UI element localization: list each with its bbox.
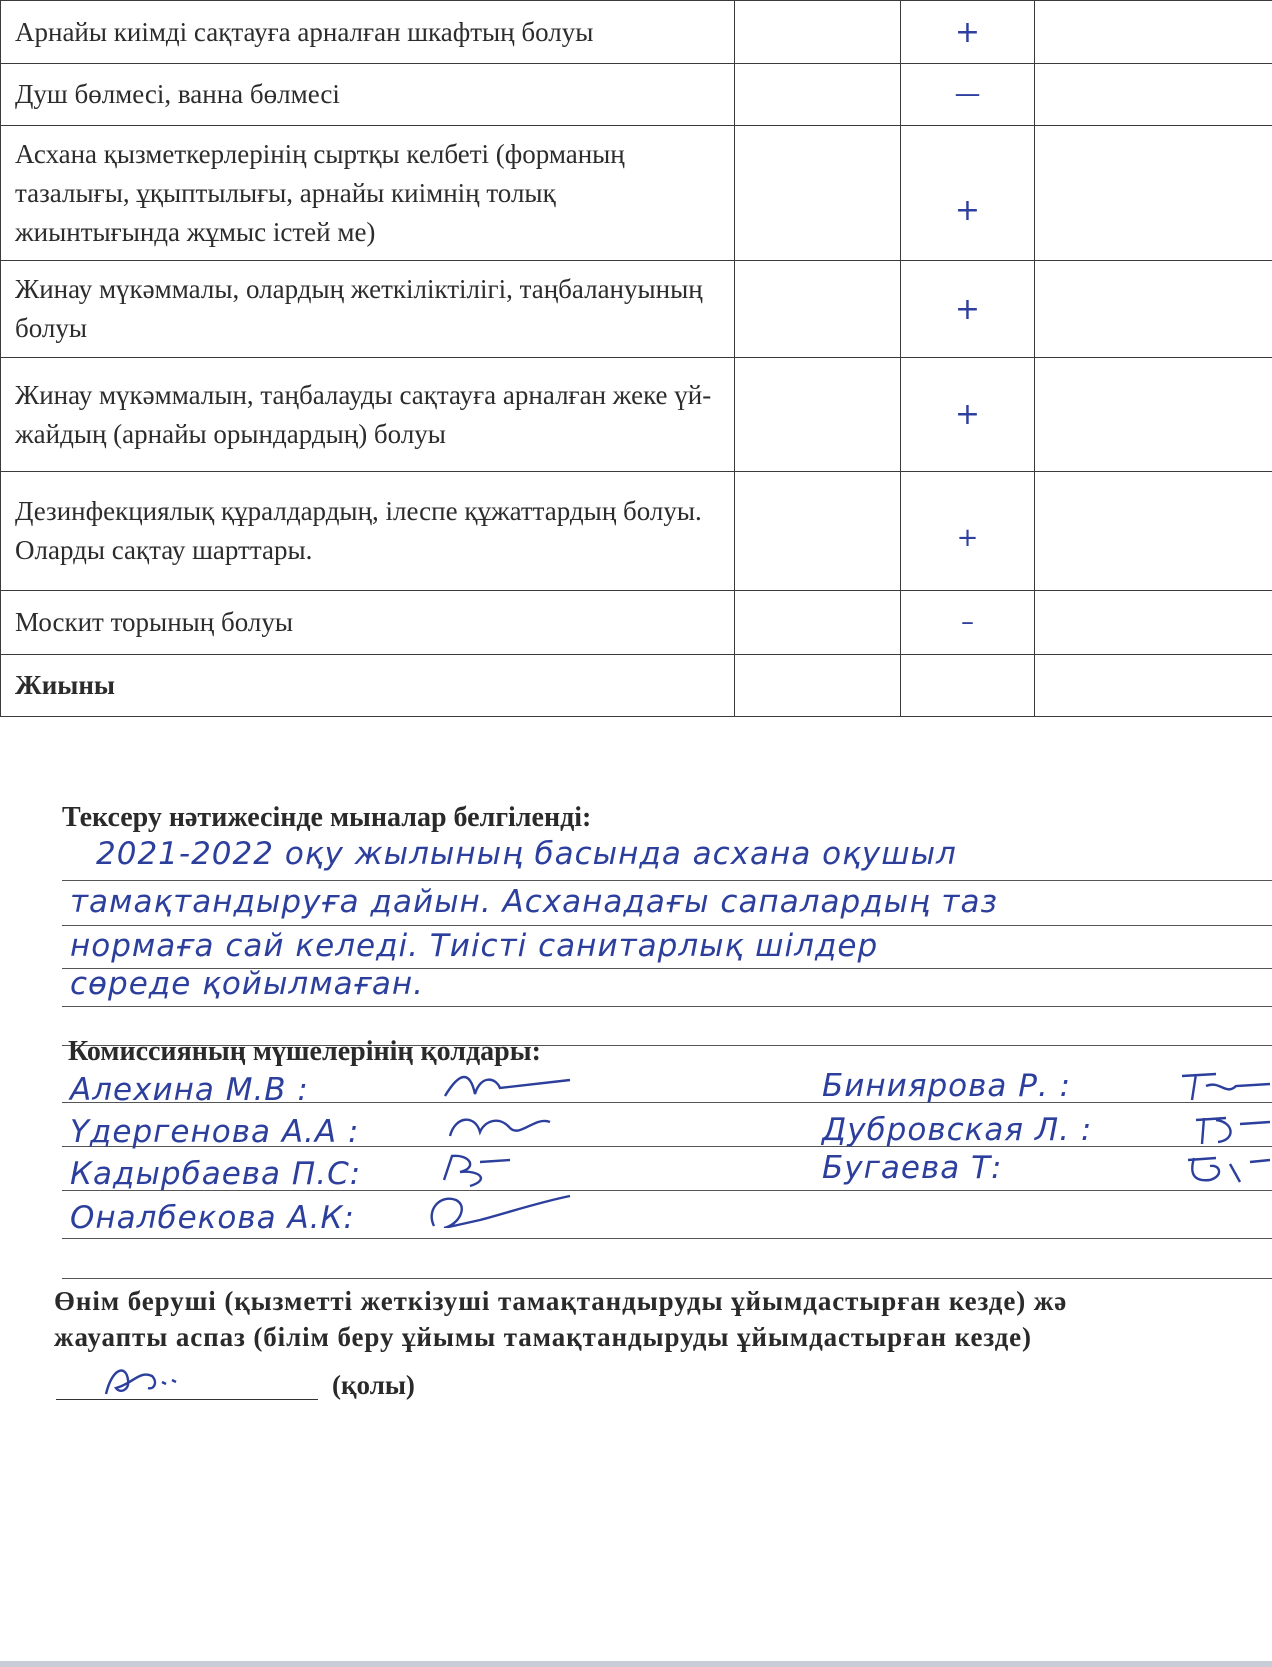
table-row <box>1 126 1272 261</box>
commission-member-name: Бугаева Т: <box>822 1150 1003 1186</box>
empty-cell <box>735 591 901 655</box>
table-row <box>1 64 1272 126</box>
signature-scribble <box>440 1108 580 1146</box>
ruled-line <box>62 1238 1272 1239</box>
empty-cell <box>1035 472 1272 591</box>
table-row <box>1 358 1272 472</box>
table-row-total <box>1 655 1272 717</box>
findings-line: нормаға сай келеді. Тиісті санитарлық шілдер <box>70 928 879 964</box>
signature-scribble <box>420 1190 580 1228</box>
signature-line <box>56 1399 318 1400</box>
scan-edge <box>0 1661 1272 1667</box>
commission-member-name: Кадырбаева П.С: <box>70 1156 362 1192</box>
empty-cell <box>1035 1 1272 64</box>
ruled-line <box>62 1006 1272 1007</box>
table-row <box>1 591 1272 655</box>
commission-member-name: Биниярова Р. : <box>822 1068 1072 1104</box>
empty-cell <box>1035 358 1272 472</box>
commission-member-name: Оналбекова А.К: <box>70 1200 355 1236</box>
empty-cell <box>1035 655 1272 717</box>
commission-member-name: Үдергенова А.А : <box>70 1114 360 1150</box>
signature-scribble <box>1176 1066 1272 1104</box>
empty-cell <box>735 261 901 358</box>
empty-cell <box>735 1 901 64</box>
criterion-label: Асхана қызметкерлерінің сыртқы келбеті (форманың тазалығы, ұқыптылығы, арнайы киімнің толық жиынтығында жұмыс істей ме) <box>1 126 735 261</box>
criterion-label: Жинау мүкәммалын, таңбалауды сақтауға арналған жеке үй-жайдың (арнайы орындардың) болуы <box>1 358 735 472</box>
handwritten-mark: + <box>901 1 1035 64</box>
handwritten-mark: + <box>901 472 1035 591</box>
signature-scribble <box>430 1150 530 1188</box>
producer-line: жауапты аспаз (білім беру ұйымы тамақтандыруды ұйымдастырған кезде) <box>54 1322 1032 1352</box>
commission-member-name: Дубровская Л. : <box>822 1112 1093 1148</box>
inspection-checklist-table <box>0 0 1272 717</box>
empty-cell <box>1035 261 1272 358</box>
empty-cell <box>735 358 901 472</box>
ruled-line <box>62 925 1272 926</box>
signature-scribble <box>1180 1150 1272 1188</box>
findings-line: 2021-2022 оқу жылының басында асхана оқушыл <box>96 836 957 872</box>
signature-caption: (қолы) <box>332 1370 415 1400</box>
ruled-line <box>62 880 1272 881</box>
table-row <box>1 1 1272 64</box>
signature-scribble <box>440 1066 580 1104</box>
criterion-label: Арнайы киімді сақтауға арналған шкафтың болуы <box>1 1 735 64</box>
empty-cell <box>1035 126 1272 261</box>
empty-cell <box>1035 64 1272 126</box>
commission-member-name: Алехина М.В : <box>70 1072 309 1108</box>
criterion-label: Дезинфекциялық құралдардың, ілеспе құжаттардың болуы. Оларды сақтау шарттары. <box>1 472 735 591</box>
signature-scribble <box>1190 1110 1272 1148</box>
empty-cell <box>735 655 901 717</box>
criterion-label: Жинау мүкәммалы, олардың жеткіліктілігі, таңбалануының болуы <box>1 261 735 358</box>
handwritten-mark: — <box>901 64 1035 126</box>
producer-statement <box>54 1283 1272 1355</box>
signature-scribble <box>96 1360 186 1404</box>
empty-cell <box>735 64 901 126</box>
findings-line: сөреде қойылмаған. <box>70 966 424 1002</box>
empty-cell <box>735 126 901 261</box>
empty-cell <box>735 472 901 591</box>
empty-cell <box>901 655 1035 717</box>
handwritten-mark: – <box>901 591 1035 655</box>
ruled-line <box>62 1278 1272 1279</box>
total-label: Жиыны <box>1 655 735 717</box>
findings-line: тамақтандыруға дайын. Асханадағы сапалардың таз <box>70 884 998 920</box>
empty-cell <box>1035 591 1272 655</box>
handwritten-mark: + <box>901 126 1035 261</box>
table-row <box>1 472 1272 591</box>
handwritten-mark: + <box>901 261 1035 358</box>
table-row <box>1 261 1272 358</box>
producer-line: Өнім беруші (қызметті жеткізуші тамақтандыруды ұйымдастырған кезде) жә <box>54 1286 1068 1316</box>
criterion-label: Москит торының болуы <box>1 591 735 655</box>
handwritten-mark: + <box>901 358 1035 472</box>
criterion-label: Душ бөлмесі, ванна бөлмесі <box>1 64 735 126</box>
findings-heading: Тексеру нәтижесінде мыналар белгіленді: <box>62 802 592 833</box>
commission-heading: Комиссияның мүшелерінің қолдары: <box>68 1036 541 1067</box>
